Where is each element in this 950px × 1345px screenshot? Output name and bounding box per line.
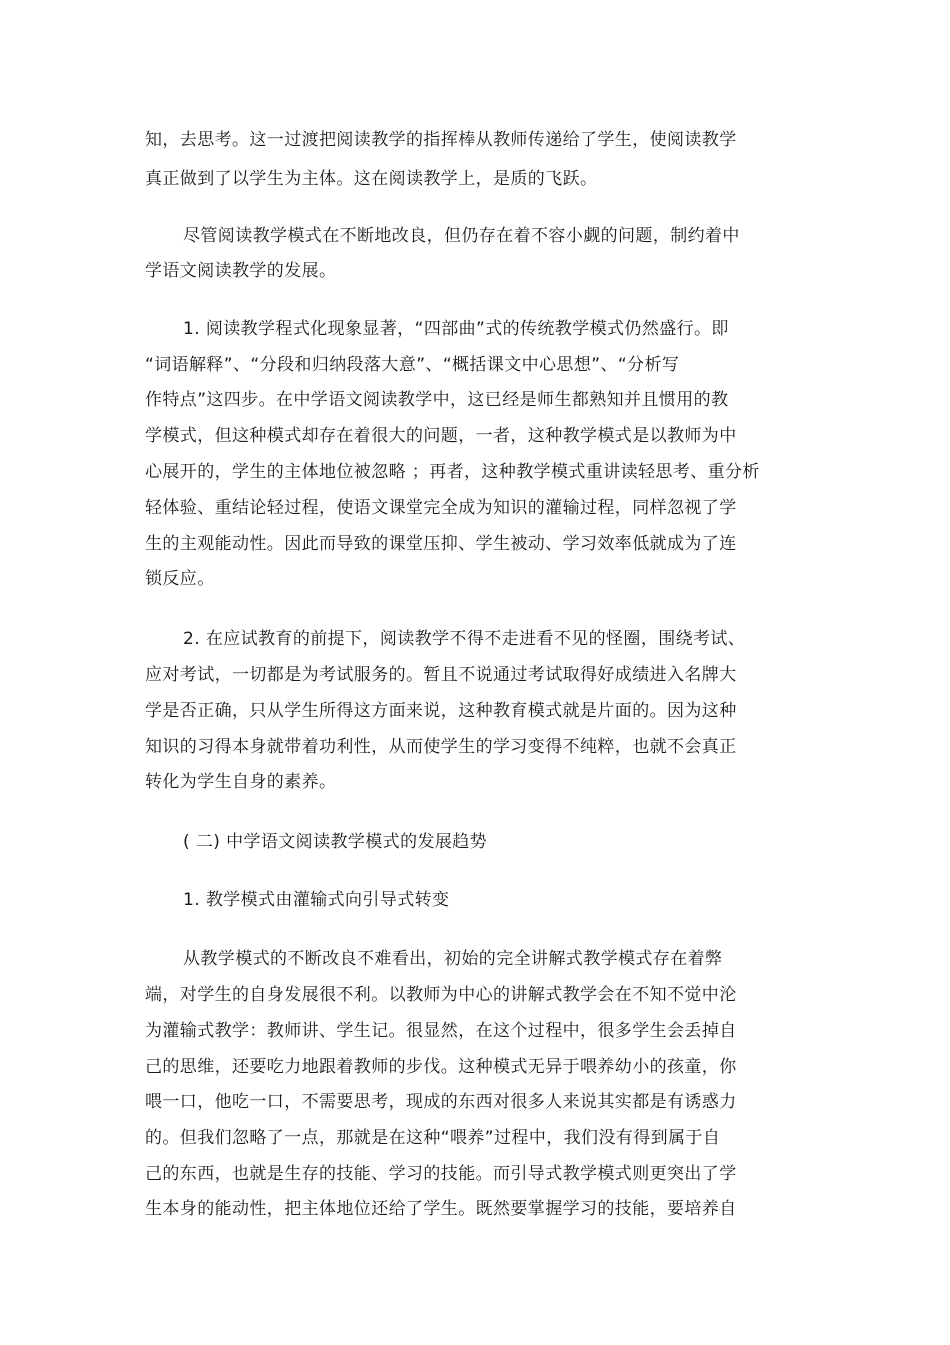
text-line: 的。但我们忽略了一点，那就是在这种“喂养”过程中，我们没有得到属于自	[145, 1128, 721, 1148]
text-line: 学是否正确，只从学生所得这方面来说，这种教育模式就是片面的。因为这种	[145, 701, 737, 721]
text-line: 应对考试，一切都是为考试服务的。暂且不说通过考试取得好成绩进入名牌大	[145, 665, 737, 685]
text-line: 轻体验、重结论轻过程，使语文课堂完全成为知识的灌输过程，同样忽视了学	[145, 498, 737, 518]
text-line: 己的东西，也就是生存的技能、学习的技能。而引导式教学模式则更突出了学	[145, 1164, 737, 1184]
text-line: 1. 阅读教学程式化现象显著，“四部曲”式的传统教学模式仍然盛行。即	[183, 319, 729, 339]
text-line: 生的主观能动性。因此而导致的课堂压抑、学生被动、学习效率低就成为了连	[145, 534, 737, 554]
text-line: 作特点”这四步。在中学语文阅读教学中，这已经是师生都熟知并且惯用的教	[145, 390, 729, 410]
text-line: “词语解释”、“分段和归纳段落大意”、“概括课文中心思想”、“分析写	[145, 355, 680, 375]
text-line: 生本身的能动性，把主体地位还给了学生。既然要掌握学习的技能，要培养自	[145, 1199, 737, 1219]
text-line: 喂一口，他吃一口，不需要思考，现成的东西对很多人来说其实都是有诱惑力	[145, 1092, 737, 1112]
text-line: 尽管阅读教学模式在不断地改良，但仍存在着不容小觑的问题，制约着中	[183, 226, 740, 246]
text-line: 心展开的，学生的主体地位被忽略 ；再者，这种教学模式重讲读轻思考、重分析	[145, 462, 760, 482]
text-line: 知识的习得本身就带着功利性，从而使学生的学习变得不纯粹，也就不会真正	[145, 737, 737, 757]
text-line: 知，去思考。这一过渡把阅读教学的指挥棒从教师传递给了学生，使阅读教学	[145, 130, 737, 150]
text-line: 端，对学生的自身发展很不利。以教师为中心的讲解式教学会在不知不觉中沦	[145, 985, 737, 1005]
text-line: 学模式，但这种模式却存在着很大的问题，一者，这种教学模式是以教师为中	[145, 426, 737, 446]
text-line: 学语文阅读教学的发展。	[145, 261, 337, 281]
text-line: 为灌输式教学：教师讲、学生记。很显然，在这个过程中，很多学生会丢掉自	[145, 1021, 737, 1041]
section-heading: ( 二) 中学语文阅读教学模式的发展趋势	[183, 832, 488, 852]
text-line: 2. 在应试教育的前提下，阅读教学不得不走进看不见的怪圈，围绕考试、	[183, 629, 746, 649]
subsection-heading: 1. 教学模式由灌输式向引导式转变	[183, 890, 450, 910]
text-line: 己的思维，还要吃力地跟着教师的步伐。这种模式无异于喂养幼小的孩童，你	[145, 1057, 737, 1077]
text-line: 从教学模式的不断改良不难看出，初始的完全讲解式教学模式存在着弊	[183, 949, 723, 969]
text-line: 锁反应。	[145, 569, 215, 589]
text-line: 转化为学生自身的素养。	[145, 772, 337, 792]
text-line: 真正做到了以学生为主体。这在阅读教学上，是质的飞跃。	[145, 169, 598, 189]
